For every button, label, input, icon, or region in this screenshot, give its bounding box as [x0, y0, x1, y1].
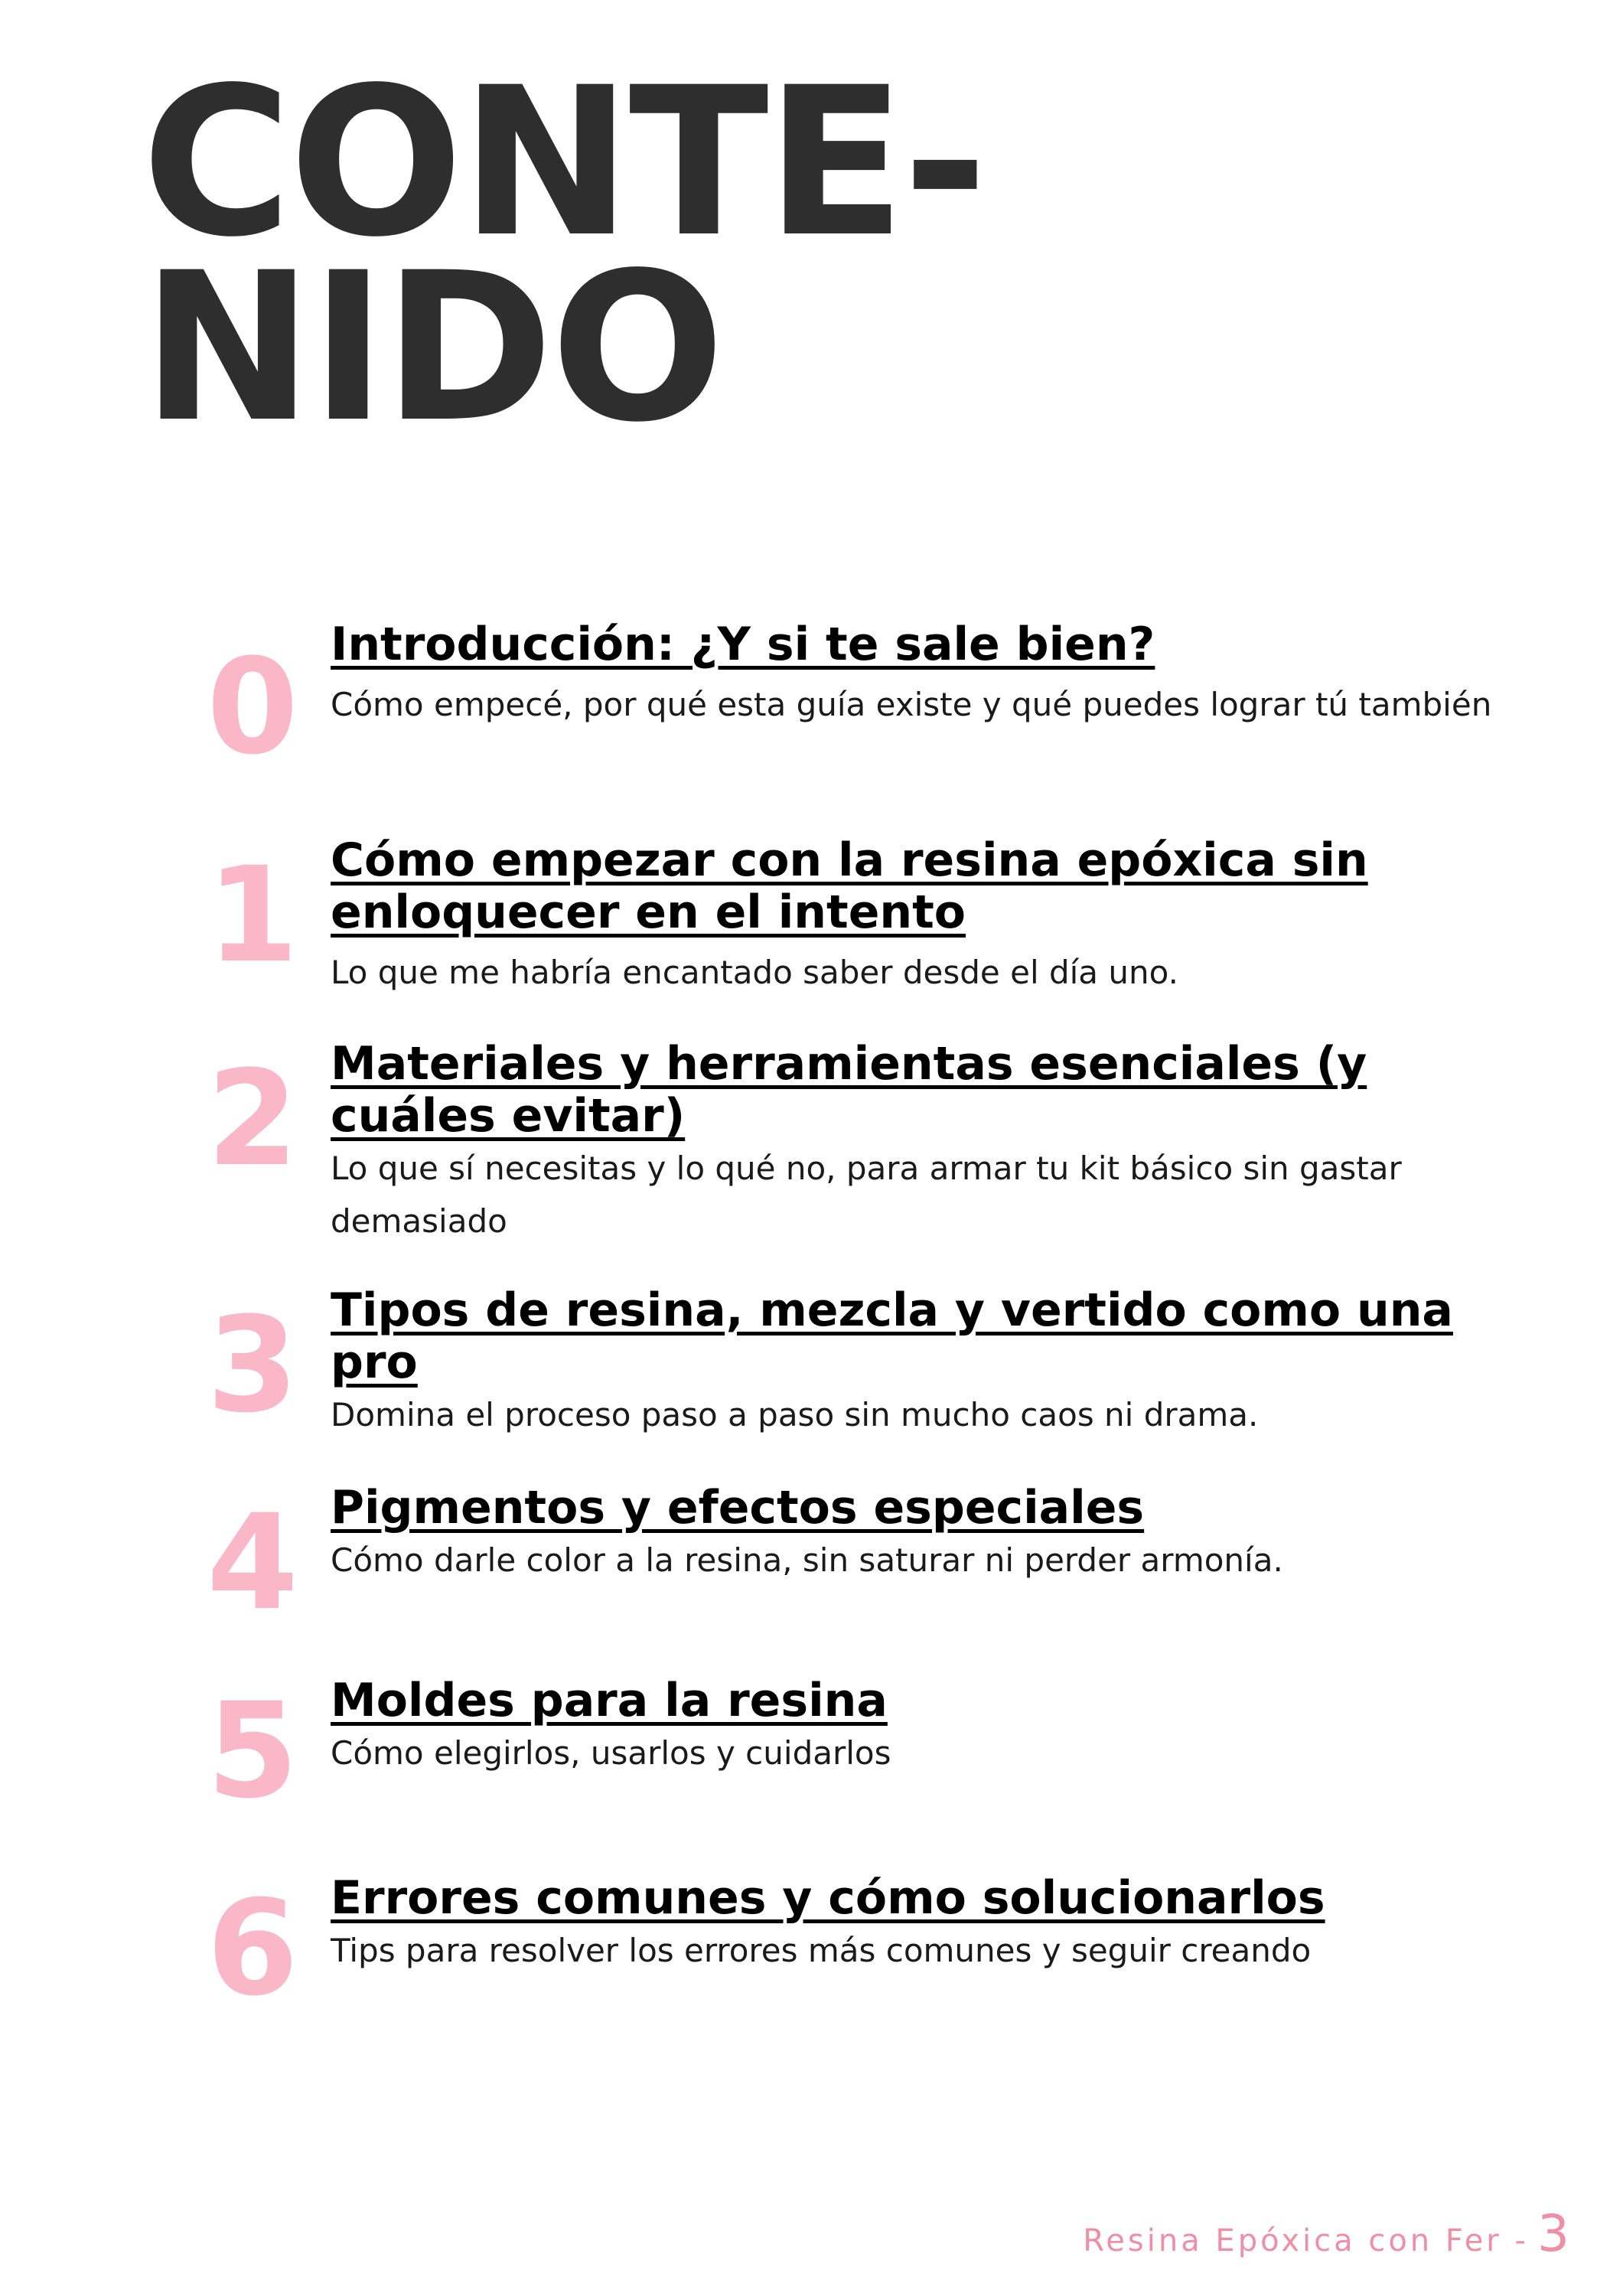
toc-heading: Cómo empezar con la resina epóxica sin enloquecer en el intento: [331, 833, 1368, 939]
page-title: [142, 44, 985, 468]
toc-number: 6: [207, 1871, 298, 2025]
page-number: 3: [1537, 2204, 1569, 2263]
toc-description: Domina el proceso paso a paso sin mucho caos ni drama.: [331, 1396, 1259, 1433]
toc-heading: Pigmentos y efectos especiales: [331, 1481, 1145, 1534]
toc-entry-text: [331, 618, 1494, 731]
toc-heading: Introducción: ¿Y si te sale bien?: [331, 618, 1155, 671]
toc-number: 5: [207, 1674, 298, 1828]
toc-number: 1: [207, 838, 298, 992]
toc-number: 2: [207, 1042, 298, 1195]
toc-entry-text: [331, 1675, 1494, 1779]
toc-number: 4: [207, 1486, 298, 1639]
page-title-line-1: CONTE-: [142, 44, 985, 282]
toc-number: 0: [207, 630, 298, 784]
page-title-line-2: NIDO: [142, 229, 722, 468]
toc-description: Cómo empecé, por qué esta guía existe y qué puedes lograr tú también: [331, 686, 1492, 723]
toc-description: Lo que sí necesitas y lo qué no, para armar tu kit básico sin gastar demasiado: [331, 1150, 1402, 1240]
toc-entry-text: [331, 1038, 1494, 1247]
toc-entry-text: [331, 1872, 1494, 1977]
toc-description: Tips para resolver los errores más comunes y seguir creando: [331, 1932, 1312, 1969]
toc-number: 3: [207, 1288, 298, 1442]
toc-heading: Errores comunes y cómo solucionarlos: [331, 1871, 1325, 1925]
toc-entry-text: [331, 1482, 1494, 1587]
footer-title: Resina Epóxica con Fer -: [1083, 2223, 1529, 2258]
toc-heading: Tipos de resina, mezcla y vertido como una pro: [331, 1283, 1453, 1389]
toc-heading: Materiales y herramientas esenciales (y cuáles evitar): [331, 1037, 1367, 1143]
toc-entry-text: [331, 834, 1494, 999]
toc-description: Cómo darle color a la resina, sin saturar ni perder armonía.: [331, 1541, 1283, 1579]
toc-heading: Moldes para la resina: [331, 1674, 888, 1727]
toc-entry-text: [331, 1284, 1494, 1441]
page-footer: [1083, 2204, 1569, 2263]
toc-description: Cómo elegirlos, usarlos y cuidarlos: [331, 1734, 891, 1772]
toc-description: Lo que me habría encantado saber desde el día uno.: [331, 954, 1178, 991]
